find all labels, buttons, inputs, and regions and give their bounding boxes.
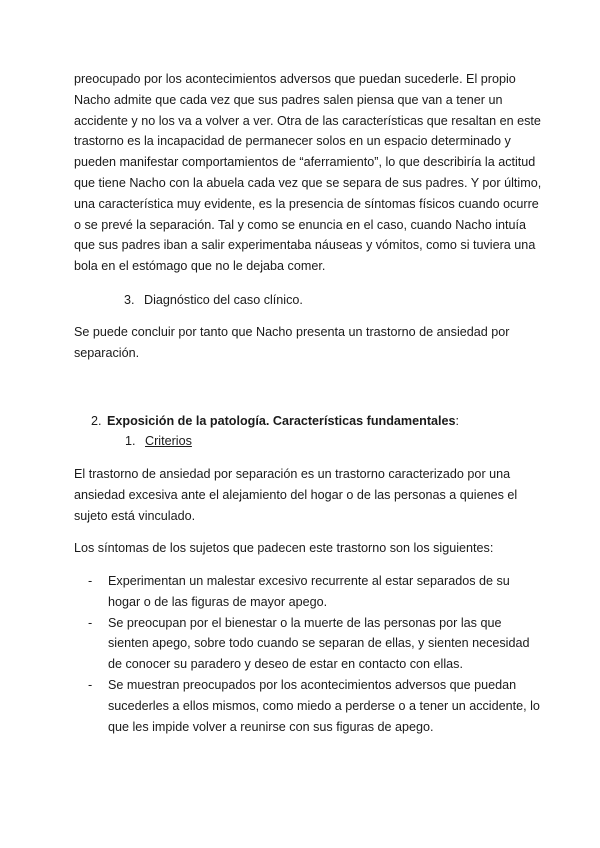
text-line: Nacho admite que cada vez que sus padres salen piensa que van a tener un xyxy=(74,92,503,107)
text-line: o se prevé la separación. Tal y como se enuncia en el caso, cuando Nacho intuía xyxy=(74,217,527,232)
text-line: Los síntomas de los sujetos que padecen este trastorno son los siguientes: xyxy=(74,541,494,555)
paragraph-conclusion xyxy=(74,322,534,364)
text-line: que sus padres iban a salir experimentaba náuseas y vómitos, como si tuviera una xyxy=(74,238,536,253)
numbered-item-diagnosis xyxy=(124,290,303,310)
text-line: ansiedad excesiva ante el alejamiento del hogar o de las personas a quienes el xyxy=(74,487,518,502)
list-item xyxy=(88,571,548,613)
symptoms-list xyxy=(88,571,548,737)
item-number: 3. xyxy=(124,293,135,307)
section-number: 2. xyxy=(91,414,102,428)
subitem-label: Criterios xyxy=(145,434,192,448)
section-title-suffix: : xyxy=(455,414,460,428)
text-line: que tiene Nacho con la abuela cada vez que se separa de sus padres. Y por último, xyxy=(74,175,542,190)
list-item-line: Se preocupan por el bienestar o la muerte de las personas por las que xyxy=(108,615,502,630)
subitem-number: 1. xyxy=(125,434,136,448)
text-line: trastorno es la incapacidad de permanecer solos en un espacio determinado y xyxy=(74,134,511,149)
text-line: una característica muy evidente, es la presencia de síntomas físicos cuando ocurre xyxy=(74,196,539,211)
dash-marker: - xyxy=(88,574,93,588)
paragraph-separation-symptoms xyxy=(74,69,542,277)
list-item-line: Experimentan un malestar excesivo recurrente al estar separados de su xyxy=(108,574,510,588)
dash-marker: - xyxy=(88,677,93,692)
list-item-line: sienten apego, sobre todo cuando se separan de ellas, y sienten necesidad xyxy=(108,636,530,651)
text-line: accidente y no los va a volver a ver. Otra de las características que resaltan en este xyxy=(74,113,541,128)
list-item-line: sucederles a ellos mismos, como miedo a perderse o a tener un accidente, lo xyxy=(108,698,540,713)
text-line: separación. xyxy=(74,345,140,360)
list-item xyxy=(88,675,548,737)
subheading-criteria xyxy=(125,431,192,451)
section-title: Exposición de la patología. Características fundamentales xyxy=(107,414,456,428)
list-item xyxy=(88,613,548,675)
item-label: Diagnóstico del caso clínico. xyxy=(144,293,303,307)
dash-marker: - xyxy=(88,615,93,630)
paragraph-definition xyxy=(74,464,534,526)
text-line: sujeto está vinculado. xyxy=(74,508,196,523)
section-heading xyxy=(91,411,459,431)
list-item-line: hogar o de las figuras de mayor apego. xyxy=(108,594,328,609)
list-item-line: Se muestran preocupados por los acontecimientos adversos que puedan xyxy=(108,677,517,692)
text-line: preocupado por los acontecimientos adversos que puedan sucederle. El propio xyxy=(74,72,516,86)
text-line: bola en el estómago que no le dejaba comer. xyxy=(74,259,326,274)
list-item-line: de conocer su paradero y deseo de estar en contacto con ellas. xyxy=(108,657,463,672)
list-item-line: que les impide volver a reunirse con sus figuras de apego. xyxy=(108,719,434,734)
text-line: Se puede concluir por tanto que Nacho presenta un trastorno de ansiedad por xyxy=(74,325,510,339)
text-line: El trastorno de ansiedad por separación es un trastorno caracterizado por una xyxy=(74,467,511,481)
paragraph-symptoms-intro xyxy=(74,538,534,559)
text-line: pueden manifestar comportamientos de “aferramiento”, lo que describiría la actitud xyxy=(74,155,536,170)
